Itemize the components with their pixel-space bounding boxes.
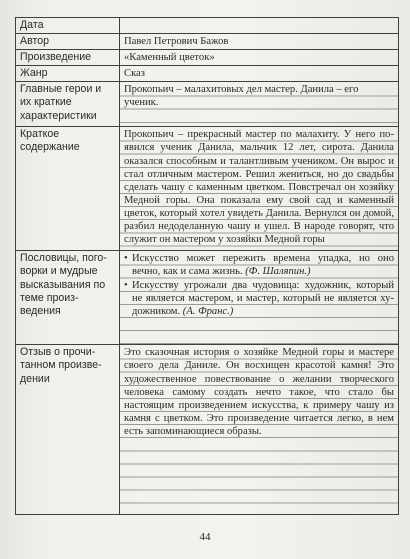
row-heroes bbox=[16, 82, 399, 127]
proverb-item bbox=[124, 252, 394, 278]
review-value: Это сказочная история о хозяйке Медной горы и мастере своего дела Даниле. Он восхищен красотой камня! Это художественное повествование о желании творческого человека самому создать нечто такое, что стало бы настоящим произведением искусства, к примеру чашу из камня с цветком. Это произведение читается легко, в нем есть запоминающиеся образы. bbox=[120, 345, 399, 515]
proverb-source: (Ф. Шаляпин.) bbox=[245, 266, 311, 278]
genre-value: Сказ bbox=[120, 66, 399, 82]
work-value: «Каменный цветок» bbox=[120, 50, 399, 66]
work-label: Произведение bbox=[16, 50, 120, 66]
row-date bbox=[16, 18, 399, 34]
genre-label: Жанр bbox=[16, 66, 120, 82]
heroes-value: Прокопьич – малахитовых дел мастер. Данила – его ученик. bbox=[120, 82, 399, 127]
page-number: 44 bbox=[199, 531, 211, 543]
bullet-icon: • bbox=[124, 279, 128, 291]
review-label: Отзыв о прочитанном произведении bbox=[16, 345, 120, 515]
row-genre bbox=[16, 66, 399, 82]
proverbs-value bbox=[120, 251, 399, 345]
row-work bbox=[16, 50, 399, 66]
author-value: Павел Петрович Бажов bbox=[120, 34, 399, 50]
reading-diary-table bbox=[15, 17, 399, 515]
row-author bbox=[16, 34, 399, 50]
date-label: Дата bbox=[16, 18, 120, 34]
row-proverbs bbox=[16, 251, 399, 345]
summary-label: Краткое содержание bbox=[16, 127, 120, 251]
proverb-text: Искусство может пережить времена упадка, но оно вечно, как и сама жизнь. bbox=[132, 253, 394, 278]
row-summary bbox=[16, 127, 399, 251]
proverb-text: Искусству угрожали два чудовища: художник, который не является мастером, и мастер, который не является художником. bbox=[132, 279, 394, 317]
heroes-label: Главные герои и их краткие характеристики bbox=[16, 82, 120, 127]
summary-value: Прокопьич – прекрасный мастер по малахиту. У него появился ученик Данила, мальчик 12 лет, сирота. Данила оказался способным и талантливым учеником. Он вырос и стал отличным мастером. Решил жениться, но до свадьбы сделать чашу с каменным цветком. Повстречал он хозяйку Медной горы. Она показала ему свой сад и каменный цветок, который хотел увидеть Данила. Вернулся он домой, разбил недоделанную чашу и ушел. В народе говорят, что служит он мастером у хозяйки Медной горы bbox=[120, 127, 399, 251]
date-value bbox=[120, 18, 399, 34]
row-review bbox=[16, 345, 399, 515]
proverb-item bbox=[124, 279, 394, 318]
proverb-source: (А. Франс.) bbox=[182, 305, 234, 317]
author-label: Автор bbox=[16, 34, 120, 50]
bullet-icon: • bbox=[124, 253, 128, 265]
proverbs-label: Пословицы, поговорки и мудрые высказывания по теме произведения bbox=[16, 251, 120, 345]
